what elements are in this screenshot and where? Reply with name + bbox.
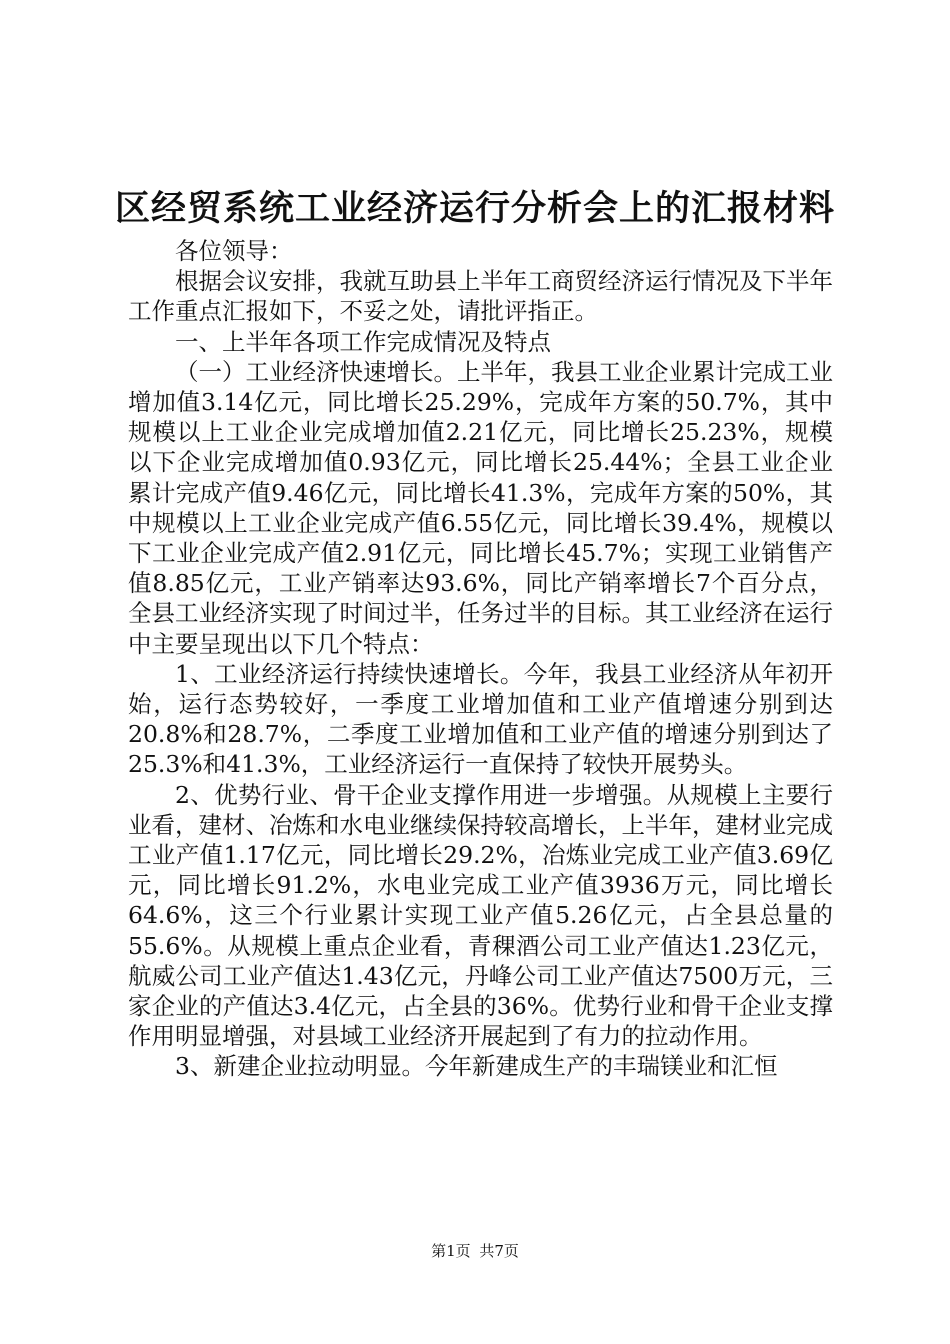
page-number: 第1页 xyxy=(431,1242,471,1260)
body-paragraph: 1、工业经济运行持续快速增长。今年，我县工业经济从年初开始，运行态势较好，一季度工业增加值和工业产值增速分别到达20.8%和28.7%，二季度工业增加值和工业产值的增速分别到达了25.3%和41.3%，工业经济运行一直保持了较快开展势头。 xyxy=(128,659,833,779)
document-title: 区经贸系统工业经济运行分析会上的汇报材料 xyxy=(114,189,835,229)
page-total: 共7页 xyxy=(479,1242,519,1260)
body-paragraph: 3、新建企业拉动明显。今年新建成生产的丰瑞镁业和汇恒 xyxy=(175,1052,778,1081)
document-body xyxy=(128,236,833,1082)
body-paragraph: （一）工业经济快速增长。上半年，我县工业企业累计完成工业增加值3.14亿元，同比增长25.29%，完成年方案的50.7%，其中规模以上工业企业完成增加值2.21亿元，同比增长25.23%，规模以下企业完成增加值0.93亿元，同比增长25.44%；全县工业企业累计完成产值9.46亿元，同比增长41.3%，完成年方案的50%，其中规模以上工业企业完成产值6.55亿元，同比增长39.4%，规模以下工业企业完成产值2.91亿元，同比增长45.7%；实现工业销售产值8.85亿元，工业产销率达93.6%，同比产销率增长7个百分点，全县工业经济实现了时间过半，任务过半的目标。其工业经济在运行中主要呈现出以下几个特点： xyxy=(128,357,833,658)
section-heading: 一、上半年各项工作完成情况及特点 xyxy=(175,327,551,356)
body-paragraph: 2、优势行业、骨干企业支撑作用进一步增强。从规模上主要行业看，建材、冶炼和水电业继续保持较高增长，上半年，建材业完成工业产值1.17亿元，同比增长29.2%，冶炼业完成工业产值3.69亿元，同比增长91.2%，水电业完成工业产值3936万元，同比增长64.6%，这三个行业累计实现工业产值5.26亿元，占全县总量的55.6%。从规模上重点企业看，青稞酒公司工业产值达1.23亿元，航威公司工业产值达1.43亿元，丹峰公司工业产值达7500万元，三家企业的产值达3.4亿元，占全县的36%。优势行业和骨干企业支撑作用明显增强，对县域工业经济开展起到了有力的拉动作用。 xyxy=(128,780,833,1051)
salutation-paragraph: 各位领导： xyxy=(175,237,293,265)
page-footer xyxy=(0,1240,950,1262)
intro-paragraph: 根据会议安排，我就互助县上半年工商贸经济运行情况及下半年工作重点汇报如下，不妥之处，请批评指正。 xyxy=(128,267,833,326)
